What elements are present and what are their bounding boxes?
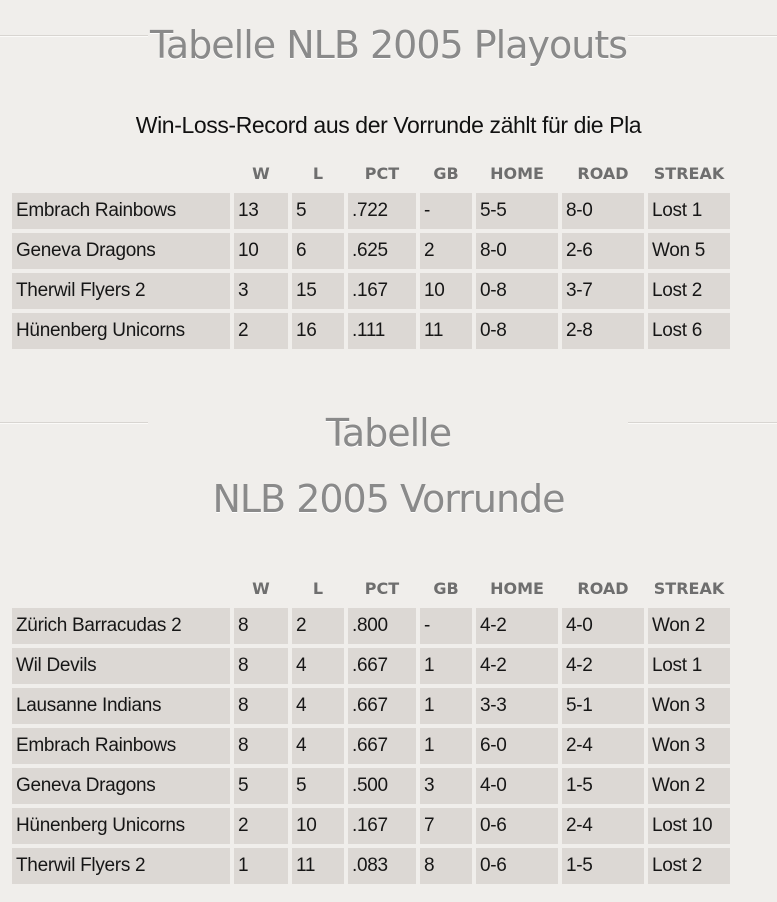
gb-cell: 1 [420, 648, 472, 684]
road-record-cell: 4-2 [562, 648, 644, 684]
road-record-cell: 4-0 [562, 608, 644, 644]
column-header-gb: GB [433, 163, 459, 183]
wins-cell: 5 [234, 768, 288, 804]
losses-cell: 2 [292, 608, 344, 644]
streak-cell: Lost 2 [648, 273, 730, 309]
table-row [12, 728, 730, 764]
home-record-cell: 8-0 [476, 233, 558, 269]
column-header-gb: GB [433, 578, 459, 598]
home-record-cell: 4-2 [476, 608, 558, 644]
table-row [12, 848, 730, 884]
road-record-cell: 2-8 [562, 313, 644, 349]
column-header-l: L [312, 578, 324, 598]
streak-cell: Won 3 [648, 728, 730, 764]
playouts-subtitle: Win-Loss-Record aus der Vorrunde zählt für die Pla [135, 112, 642, 138]
playouts-standings-table [8, 153, 734, 353]
team-name-cell: Geneva Dragons [12, 768, 230, 804]
table-row [12, 608, 730, 644]
road-record-cell: 2-4 [562, 728, 644, 764]
team-name-cell: Zürich Barracudas 2 [12, 608, 230, 644]
wins-cell: 3 [234, 273, 288, 309]
team-name-cell: Wil Devils [12, 648, 230, 684]
team-name-cell: Embrach Rainbows [12, 728, 230, 764]
home-record-cell: 0-6 [476, 848, 558, 884]
losses-cell: 16 [292, 313, 344, 349]
home-record-cell: 0-6 [476, 808, 558, 844]
pct-cell: .667 [348, 728, 416, 764]
gb-cell: 11 [420, 313, 472, 349]
table-row [12, 233, 730, 269]
home-record-cell: 4-0 [476, 768, 558, 804]
column-header-road: ROAD [577, 163, 629, 183]
losses-cell: 15 [292, 273, 344, 309]
gb-cell: 2 [420, 233, 472, 269]
losses-cell: 4 [292, 728, 344, 764]
column-header-w: W [252, 578, 270, 598]
losses-cell: 11 [292, 848, 344, 884]
home-record-cell: 3-3 [476, 688, 558, 724]
gb-cell: 1 [420, 728, 472, 764]
losses-cell: 5 [292, 768, 344, 804]
road-record-cell: 5-1 [562, 688, 644, 724]
wins-cell: 2 [234, 808, 288, 844]
losses-cell: 4 [292, 688, 344, 724]
streak-cell: Lost 2 [648, 848, 730, 884]
team-name-cell: Hünenberg Unicorns [12, 808, 230, 844]
pct-cell: .722 [348, 193, 416, 229]
playouts-title: Tabelle NLB 2005 Playouts [149, 23, 628, 67]
wins-cell: 8 [234, 608, 288, 644]
column-header-road: ROAD [577, 578, 629, 598]
gb-cell: 1 [420, 688, 472, 724]
column-header-streak: STREAK [653, 578, 725, 598]
table-row [12, 688, 730, 724]
road-record-cell: 3-7 [562, 273, 644, 309]
table-row [12, 648, 730, 684]
column-header-w: W [252, 163, 270, 183]
wins-cell: 13 [234, 193, 288, 229]
road-record-cell: 8-0 [562, 193, 644, 229]
losses-cell: 5 [292, 193, 344, 229]
road-record-cell: 2-4 [562, 808, 644, 844]
wins-cell: 10 [234, 233, 288, 269]
vorrunde-title-line1: Tabelle [325, 411, 452, 455]
gb-cell: 7 [420, 808, 472, 844]
pct-cell: .083 [348, 848, 416, 884]
wins-cell: 8 [234, 688, 288, 724]
road-record-cell: 1-5 [562, 768, 644, 804]
vorrunde-standings-table [8, 568, 734, 888]
road-record-cell: 1-5 [562, 848, 644, 884]
table-row [12, 768, 730, 804]
table-header-row [12, 572, 730, 604]
table-row [12, 313, 730, 349]
table-header-row [12, 157, 730, 189]
team-name-cell: Geneva Dragons [12, 233, 230, 269]
home-record-cell: 6-0 [476, 728, 558, 764]
gb-cell: - [420, 608, 472, 644]
pct-cell: .167 [348, 273, 416, 309]
team-name-cell: Therwil Flyers 2 [12, 273, 230, 309]
wins-cell: 8 [234, 728, 288, 764]
wins-cell: 2 [234, 313, 288, 349]
column-header-home: HOME [490, 578, 544, 598]
column-header-l: L [312, 163, 324, 183]
streak-cell: Won 5 [648, 233, 730, 269]
column-header-pct: PCT [364, 578, 400, 598]
pct-cell: .667 [348, 688, 416, 724]
gb-cell: - [420, 193, 472, 229]
team-name-cell: Therwil Flyers 2 [12, 848, 230, 884]
gb-cell: 10 [420, 273, 472, 309]
streak-cell: Won 2 [648, 768, 730, 804]
team-name-cell: Embrach Rainbows [12, 193, 230, 229]
wins-cell: 8 [234, 648, 288, 684]
table-row [12, 808, 730, 844]
streak-cell: Won 3 [648, 688, 730, 724]
pct-cell: .167 [348, 808, 416, 844]
pct-cell: .667 [348, 648, 416, 684]
streak-cell: Won 2 [648, 608, 730, 644]
losses-cell: 6 [292, 233, 344, 269]
column-header-streak: STREAK [653, 163, 725, 183]
team-name-cell: Hünenberg Unicorns [12, 313, 230, 349]
column-header-home: HOME [490, 163, 544, 183]
streak-cell: Lost 6 [648, 313, 730, 349]
column-header-team [12, 572, 230, 604]
vorrunde-title-line2: NLB 2005 Vorrunde [212, 477, 565, 521]
losses-cell: 10 [292, 808, 344, 844]
pct-cell: .625 [348, 233, 416, 269]
streak-cell: Lost 1 [648, 193, 730, 229]
column-header-pct: PCT [364, 163, 400, 183]
gb-cell: 3 [420, 768, 472, 804]
column-header-team [12, 157, 230, 189]
road-record-cell: 2-6 [562, 233, 644, 269]
table-row [12, 273, 730, 309]
home-record-cell: 4-2 [476, 648, 558, 684]
wins-cell: 1 [234, 848, 288, 884]
home-record-cell: 0-8 [476, 273, 558, 309]
gb-cell: 8 [420, 848, 472, 884]
team-name-cell: Lausanne Indians [12, 688, 230, 724]
home-record-cell: 0-8 [476, 313, 558, 349]
pct-cell: .111 [348, 313, 416, 349]
streak-cell: Lost 1 [648, 648, 730, 684]
pct-cell: .800 [348, 608, 416, 644]
losses-cell: 4 [292, 648, 344, 684]
table-row [12, 193, 730, 229]
streak-cell: Lost 10 [648, 808, 730, 844]
pct-cell: .500 [348, 768, 416, 804]
home-record-cell: 5-5 [476, 193, 558, 229]
